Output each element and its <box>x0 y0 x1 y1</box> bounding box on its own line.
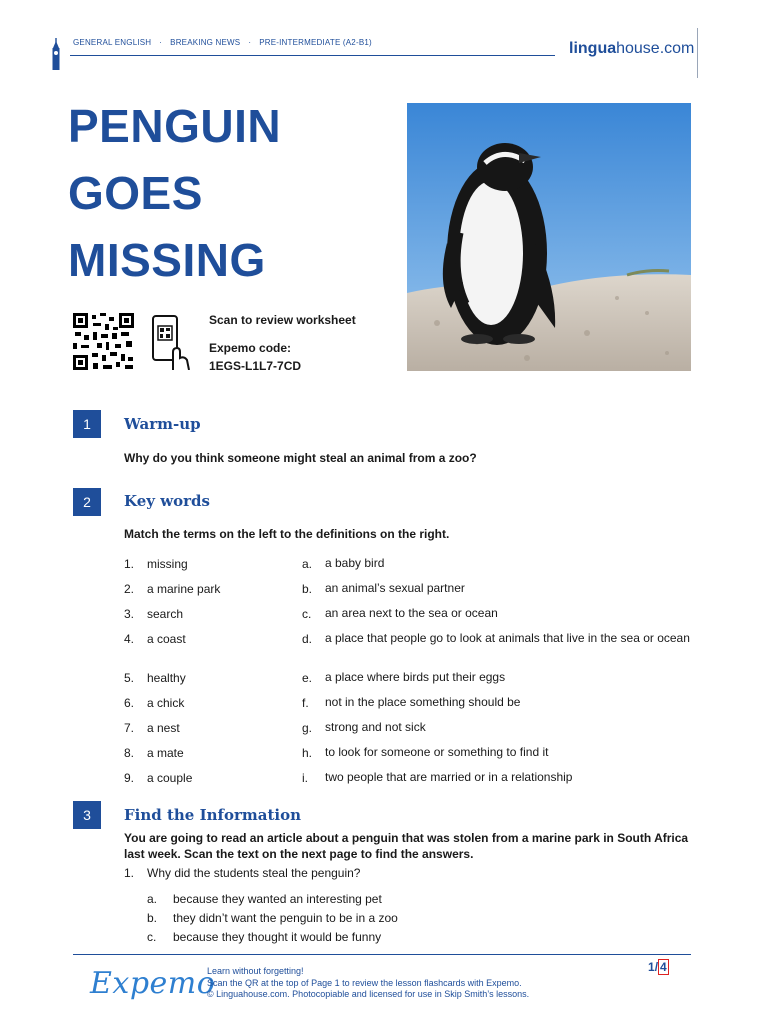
footer-text <box>207 966 529 1001</box>
definition-letter: h. <box>302 746 313 760</box>
section-title-key-words: Key words <box>124 492 210 510</box>
breadcrumb <box>73 38 372 47</box>
warm-up-question: Why do you think someone might steal an animal from a zoo? <box>124 451 477 465</box>
definition-text: a place where birds put their eggs <box>325 670 506 684</box>
term-number: 4. <box>124 632 135 646</box>
section-title-warm-up: Warm-up <box>124 415 201 433</box>
section-number-badge: 1 <box>73 410 101 438</box>
term-text: a coast <box>147 632 186 646</box>
definition-text: a baby bird <box>325 556 385 570</box>
term-text: missing <box>147 557 188 571</box>
term-text: healthy <box>147 671 186 685</box>
option-letter: c. <box>147 930 157 944</box>
expemo-code-label: Expemo code: <box>209 341 292 355</box>
title-line-1: PENGUIN <box>68 100 282 152</box>
page-indicator <box>648 960 669 974</box>
term-text: search <box>147 607 184 621</box>
term-text: a couple <box>147 771 193 785</box>
option-letter: a. <box>147 892 158 906</box>
page-separator: / <box>654 960 659 974</box>
definition-text: a place that people go to look at animals that live in the sea or ocean <box>325 631 690 645</box>
phone-scan-icon <box>151 314 191 370</box>
definition-text: strong and not sick <box>325 720 426 734</box>
term-number: 1. <box>124 557 135 571</box>
term-number: 2. <box>124 582 135 596</box>
definition-letter: g. <box>302 721 313 735</box>
term-number: 3. <box>124 607 135 621</box>
footer-tagline: Learn without forgetting! <box>207 966 304 976</box>
definition-letter: a. <box>302 557 313 571</box>
definition-text: an animal’s sexual partner <box>325 581 465 595</box>
expemo-logo[interactable]: Expemo <box>90 966 216 1001</box>
section-title-find-information: Find the Information <box>124 806 301 824</box>
definition-text: two people that are married or in a relationship <box>325 770 573 784</box>
section-number-badge: 2 <box>73 488 101 516</box>
big-ben-icon <box>50 38 62 70</box>
definition-letter: d. <box>302 632 313 646</box>
option-text: because they wanted an interesting pet <box>173 892 382 906</box>
option-letter: b. <box>147 911 158 925</box>
title-line-2: GOES <box>68 167 203 219</box>
section-number-badge: 3 <box>73 801 101 829</box>
option-text: because they thought it would be funny <box>173 930 382 944</box>
term-number: 6. <box>124 696 135 710</box>
logo-bold-part: lingua <box>569 40 617 57</box>
definition-text: not in the place something should be <box>325 695 521 709</box>
definition-letter: b. <box>302 582 313 596</box>
breadcrumb-separator: · <box>248 38 252 47</box>
definition-letter: i. <box>302 771 308 785</box>
footer-copyright: © Linguahouse.com. Photocopiable and licensed for use in Skip Smith’s lessons. <box>207 989 530 999</box>
term-number: 5. <box>124 671 135 685</box>
footer-instruction: Scan the QR at the top of Page 1 to review the lesson flashcards with Expemo. <box>207 977 522 988</box>
penguin-photo <box>407 103 691 371</box>
current-page: 1 <box>648 960 655 974</box>
key-words-instruction: Match the terms on the left to the definitions on the right. <box>124 527 450 541</box>
footer-divider <box>73 954 691 955</box>
term-text: a mate <box>147 746 184 760</box>
breadcrumb-course[interactable]: GENERAL ENGLISH <box>73 38 152 47</box>
definition-text: to look for someone or something to find it <box>325 745 549 759</box>
term-number: 7. <box>124 721 135 735</box>
term-number: 9. <box>124 771 135 785</box>
definition-letter: c. <box>302 607 312 621</box>
option-text: they didn’t want the penguin to be in a zoo <box>173 911 398 925</box>
term-text: a chick <box>147 696 185 710</box>
title-line-3: MISSING <box>68 234 266 286</box>
definition-letter: f. <box>302 696 309 710</box>
header-divider <box>70 55 555 56</box>
page-title <box>68 93 388 294</box>
definition-letter: e. <box>302 671 313 685</box>
term-number: 8. <box>124 746 135 760</box>
find-information-intro: You are going to read an article about a penguin that was stolen from a marine park in South Africa last week. Scan the text on the next page to find the answers. <box>124 831 689 861</box>
expemo-code-value: 1EGS-L1L7-7CD <box>209 359 302 373</box>
question-number: 1. <box>124 866 135 880</box>
logo-rest-part: house.com <box>616 40 695 57</box>
qr-code[interactable] <box>73 313 134 370</box>
term-text: a nest <box>147 721 180 735</box>
header-vertical-rule <box>697 28 698 78</box>
total-pages[interactable]: 4 <box>660 960 667 974</box>
term-text: a marine park <box>147 582 221 596</box>
question-text: Why did the students steal the penguin? <box>147 866 361 880</box>
breadcrumb-category[interactable]: BREAKING NEWS <box>170 38 241 47</box>
scan-label: Scan to review worksheet <box>209 313 356 327</box>
linguahouse-logo[interactable] <box>569 40 694 58</box>
definition-text: an area next to the sea or ocean <box>325 606 498 620</box>
breadcrumb-separator: · <box>159 38 163 47</box>
breadcrumb-level[interactable]: PRE-INTERMEDIATE (A2-B1) <box>259 38 372 47</box>
